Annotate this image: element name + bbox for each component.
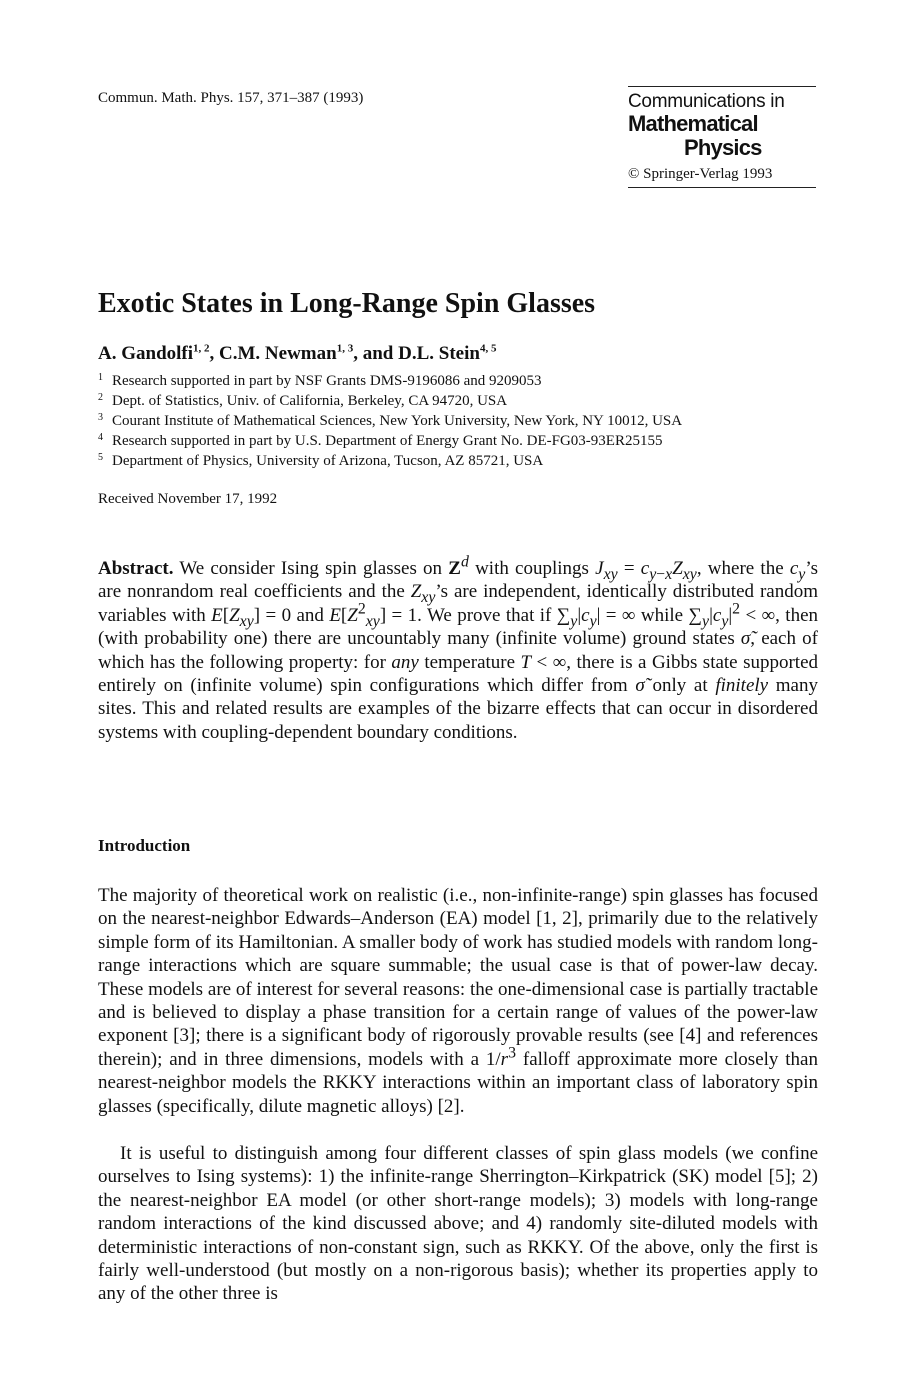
- affiliation-item: $^4$ Research supported in part by U.S. Department of Energy Grant No. DE-FG03-93ER25155: [98, 432, 663, 449]
- abstract-emphasis: finitely: [715, 675, 769, 697]
- body-paragraph: [98, 884, 818, 1118]
- affiliation-item: $^5$ Department of Physics, University of Arizona, Tucson, AZ 85721, USA: [98, 452, 544, 469]
- received-date: Received November 17, 1992: [98, 491, 278, 507]
- abstract-text: only at: [644, 675, 716, 697]
- math-expr: $\sum_y|c_y|^2$ < ∞: [688, 600, 776, 630]
- author-separator: ,: [209, 343, 220, 364]
- publisher-copyright: © Springer-Verlag 1993: [628, 166, 773, 182]
- author-name: D.L. Stein: [398, 343, 480, 364]
- math-expr: σ̃: [635, 675, 645, 697]
- abstract-text: and: [291, 604, 330, 626]
- paragraph-text: falloff approximate more closely than nearest-neighbor models the RKKY interactions within an important class of laboratory spin glasses (specifically, dilute magnetic alloys) [2].: [98, 1048, 818, 1117]
- affiliation-item: $^2$ Dept. of Statistics, Univ. of California, Berkeley, CA 94720, USA: [98, 392, 508, 409]
- author-name: A. Gandolfi: [98, 343, 194, 364]
- abstract-text: , then (with probability one) there are uncountably many (infinite volume) ground states: [98, 604, 818, 650]
- abstract-text: ’s are independent, identically distributed random variables with: [98, 581, 818, 626]
- abstract-text: , each of which has the following property: for: [98, 628, 818, 673]
- math-expr: $c_y$: [789, 558, 806, 583]
- abstract-text: ’s are nonrandom real coefficients and the: [98, 558, 818, 603]
- abstract-text: many sites. This and related results are examples of the bizarre effects that can occur in disordered systems with coupling-dependent boundary conditions.: [98, 675, 818, 743]
- author-marks: 1, 2: [193, 342, 210, 355]
- abstract-text: , where the: [696, 558, 790, 579]
- author-name: C.M. Newman: [219, 343, 337, 364]
- abstract-text: temperature: [418, 651, 521, 673]
- affiliation-text: Courant Institute of Mathematical Sciences, New York University, New York, NY 10012, USA: [112, 413, 683, 429]
- math-expr: $\sum_y|c_y|$ = ∞: [556, 604, 636, 630]
- section-heading-introduction: Introduction: [98, 836, 191, 855]
- journal-logo: [628, 86, 816, 188]
- affiliation-item: $^3$ Courant Institute of Mathematical Sciences, New York University, New York, NY 10012, USA: [98, 412, 683, 429]
- abstract-emphasis: any: [391, 651, 419, 673]
- abstract-label: Abstract.: [98, 558, 174, 579]
- author-marks: 1, 3: [336, 342, 354, 355]
- abstract-text: . We prove that if: [417, 604, 557, 626]
- logo-bottom-rule: [628, 187, 816, 188]
- math-expr: $Z_{xy}$: [410, 581, 436, 607]
- affiliation-text: Dept. of Statistics, Univ. of California, Berkeley, CA 94720, USA: [112, 393, 508, 409]
- affiliation-text: Department of Physics, University of Arizona, Tucson, AZ 85721, USA: [112, 453, 544, 469]
- math-expr: $J_{xy} = c_{y-x}Z_{xy}$: [595, 558, 697, 583]
- paragraph-text: The majority of theoretical work on realistic (i.e., non-infinite-range) spin glasses has focused on the nearest-neighbor Edwards–Anderson (EA) model [1, 2], primarily due to the relatively simple form of its Hamiltonian. A smaller body of work has studied models with random long-range interactions which are square summable; the usual case is that of power-law decay. These models are of interest for several reasons: the one-dimensional case is partially tractable and is believed to display a phase transition for a certain range of values of the power-law exponent [3]; there is a significant body of rigorously provable results (see [4] and references therein); and in three dimensions, models with a: [98, 885, 818, 1070]
- affiliation-text: Research supported in part by U.S. Department of Energy Grant No. DE-FG03-93ER25155: [112, 433, 663, 449]
- math-expr: $E[Z^2_{xy}] = 1$: [329, 600, 418, 630]
- author-marks: 4, 5: [479, 342, 497, 355]
- abstract-text: We consider Ising spin glasses on: [173, 558, 449, 579]
- paper-title: Exotic States in Long-Range Spin Glasses: [98, 288, 596, 319]
- math-expr: σ̃: [740, 628, 751, 650]
- body-paragraph: It is useful to distinguish among four different classes of spin glass models (we confine ourselves to Ising systems): 1) the infinite-range Sherrington–Kirkpatrick (SK) model [5]; 2) the nearest-neighbor EA model (or other short-range models); 3) models with long-range random interactions of the kind discussed above; and 4) randomly site-diluted models with deterministic interactions of non-constant sign, such as RKKY. Of the above, only the first is fairly well-understood (but mostly on a non-rigorous basis); whether its properties apply to any of the other three is: [98, 1143, 818, 1305]
- affiliation-text: Research supported in part by NSF Grants DMS-9196086 and 9209053: [112, 373, 542, 389]
- author-list: [98, 343, 496, 365]
- math-expr: T < ∞: [520, 651, 567, 673]
- abstract-text: with couplings: [468, 558, 596, 579]
- logo-line-1: Communications in: [628, 91, 785, 112]
- logo-line-2: Mathematical: [628, 111, 758, 136]
- logo-line-3: Physics: [684, 135, 762, 160]
- math-expr: d: [460, 553, 469, 571]
- affiliation-item: $^1$ Research supported in part by NSF Grants DMS-9196086 and 9209053: [98, 372, 542, 389]
- math-expr: Z: [448, 558, 461, 579]
- author-separator: , and: [353, 343, 399, 364]
- journal-citation: Commun. Math. Phys. 157, 371–387 (1993): [98, 90, 364, 106]
- logo-top-rule: [628, 86, 816, 87]
- math-expr: $E[Z_{xy}] = 0$: [211, 604, 292, 630]
- affiliation-list: [98, 371, 828, 471]
- abstract-paragraph: [98, 553, 819, 744]
- abstract-text: while: [635, 604, 689, 626]
- math-expr: $1/r^3$: [485, 1044, 516, 1070]
- abstract-text: , there is a Gibbs state supported entirely on (infinite volume) spin configurations which differ from: [98, 651, 819, 697]
